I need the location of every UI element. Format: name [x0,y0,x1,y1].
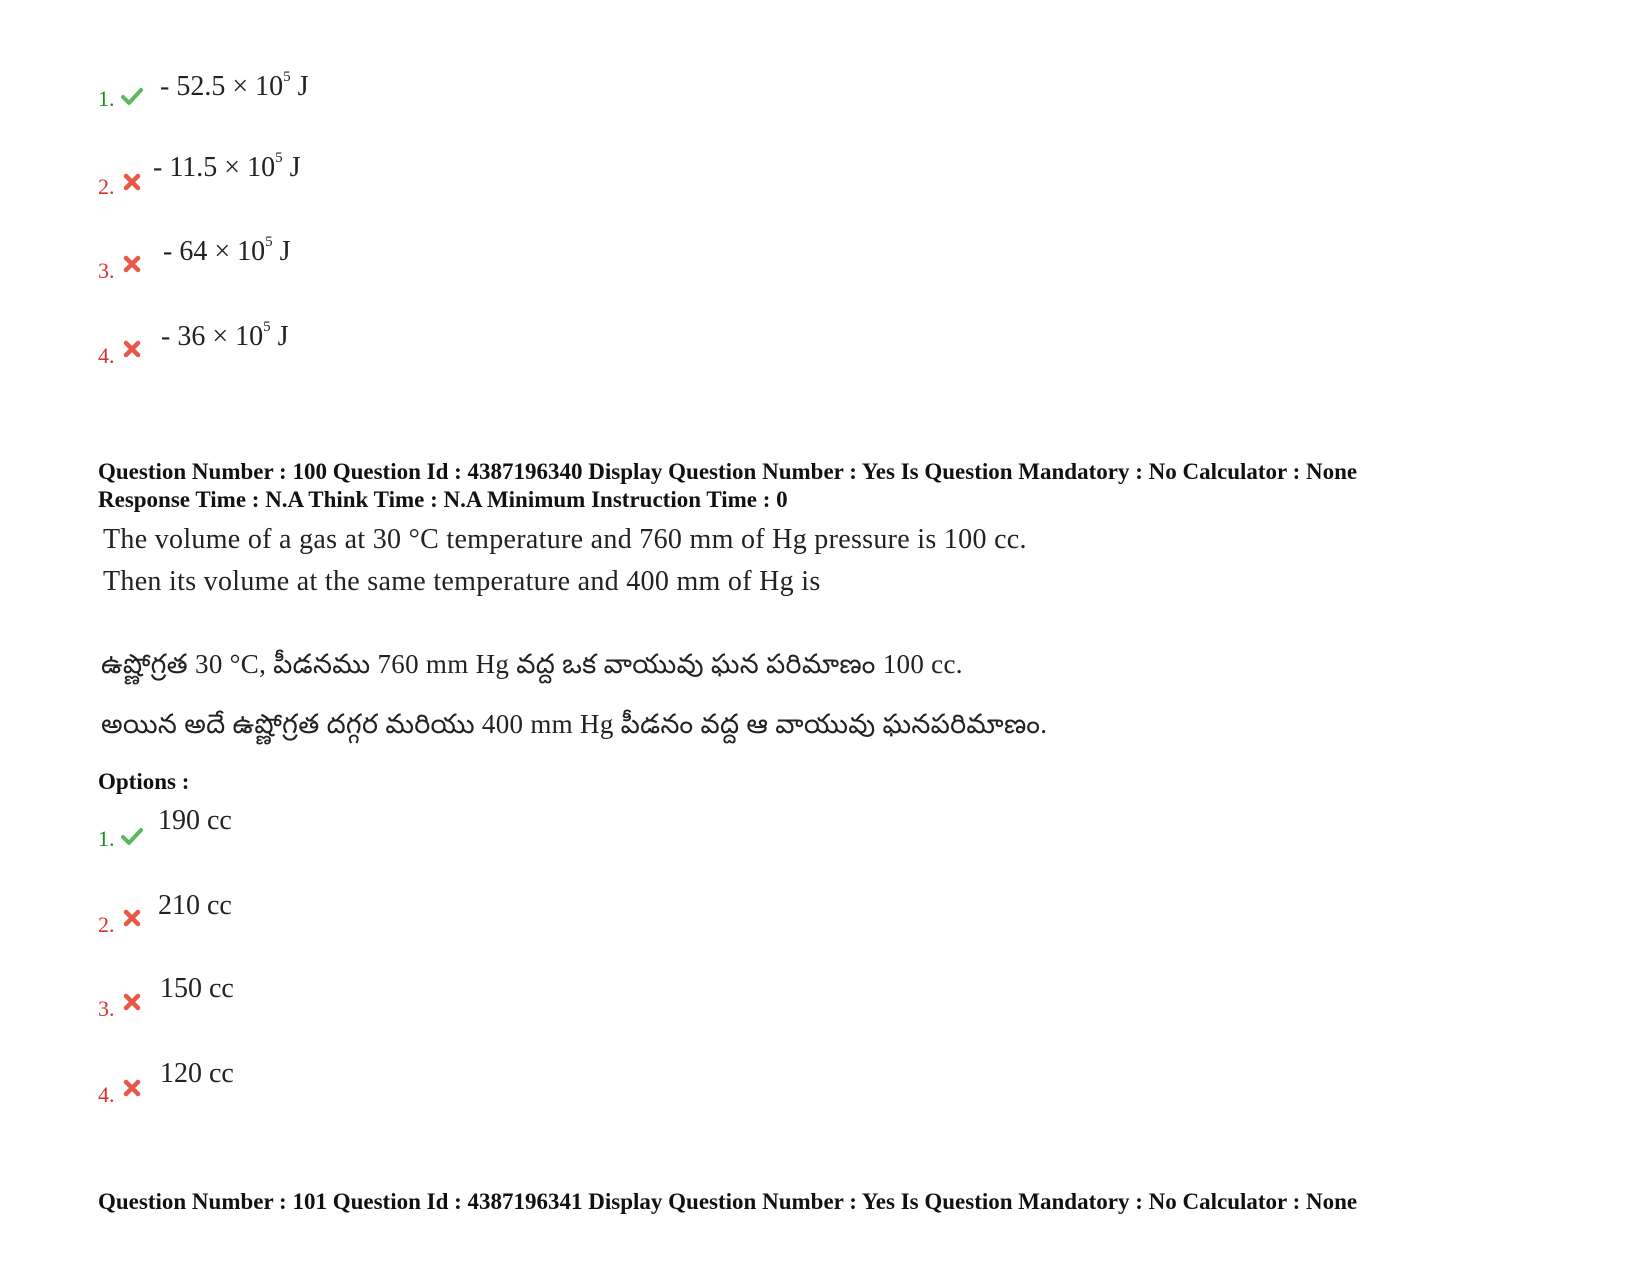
question-100-meta-line1: Question Number : 100 Question Id : 4387196340 Display Question Number : Yes Is Question Mandatory : No Calculator : None [98,459,1358,484]
option-text: 210 cc [158,890,232,921]
question-100-meta-line2: Response Time : N.A Think Time : N.A Minimum Instruction Time : 0 [98,487,788,512]
cross-icon [120,1076,144,1100]
option-text: 190 cc [158,805,232,836]
option-text: - $64 \times 10^5$ J [163,234,291,267]
option-number: 2. [98,912,115,937]
cross-icon [120,906,144,930]
option-number: 4. [98,343,115,368]
cross-icon [120,337,144,361]
question-english-line1: The volume of a gas at 30 °C temperature and 760 mm of Hg pressure is 100 cc. [103,524,1027,555]
cross-icon [120,990,144,1014]
option-text: 150 cc [160,973,234,1004]
option-number: 4. [98,1082,115,1107]
check-icon [120,84,144,108]
question-english-line2: Then its volume at the same temperature and 400 mm of Hg is [103,566,821,597]
option-text: - $52.5 \times 10^5$ J [160,69,309,102]
option-number: 3. [98,258,115,283]
option-text: - $36 \times 10^5$ J [161,319,289,352]
cross-icon [120,170,144,194]
option-number: 3. [98,996,115,1021]
options-label: Options : [98,769,190,794]
option-number: 1. [98,86,115,111]
option-number: 1. [98,826,115,851]
option-number: 2. [98,174,115,199]
cross-icon [120,252,144,276]
question-telugu-line1: ఉష్ణోగ్రత 30 °C, పీడనము 760 mm Hg వద్ద ఒక వాయువు ఘన పరిమాణం 100 cc. [101,649,963,679]
option-text: 120 cc [160,1058,234,1089]
question-telugu-line2: అయిన అదే ఉష్ణోగ్రత దగ్గర మరియు 400 mm Hg పీడనం వద్ద ఆ వాయువు ఘనపరిమాణం. [101,709,1048,739]
option-text: - $11.5 \times 10^5$ J [153,150,301,183]
question-101-meta-line1: Question Number : 101 Question Id : 4387196341 Display Question Number : Yes Is Question Mandatory : No Calculator : None [98,1189,1358,1214]
check-icon [120,824,144,848]
